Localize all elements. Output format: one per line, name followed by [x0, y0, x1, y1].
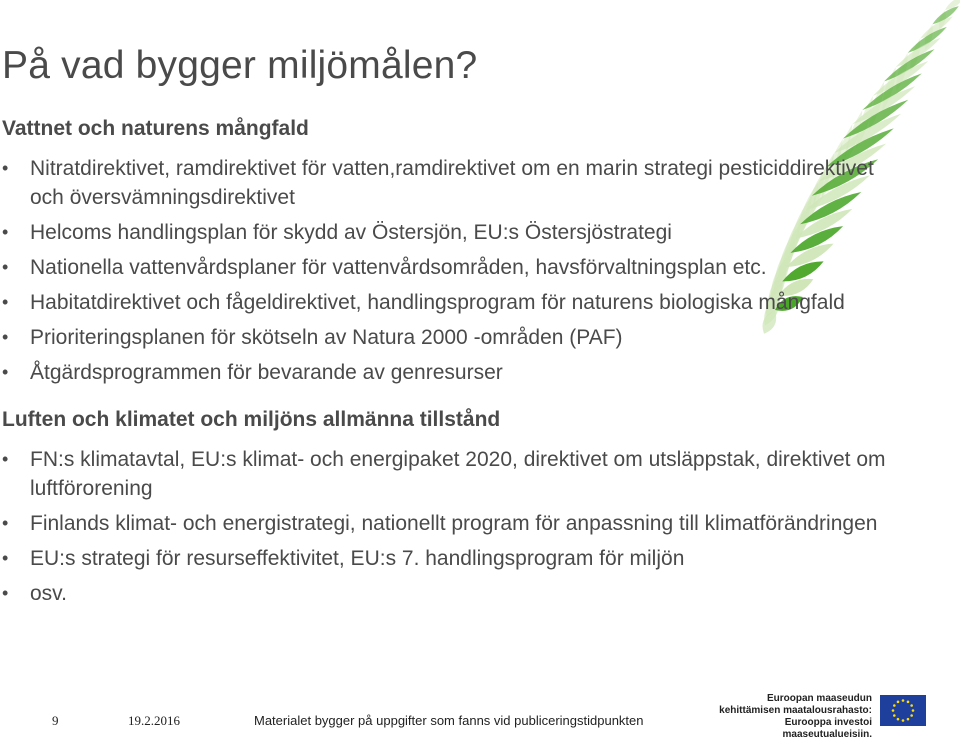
- list-item: • Åtgärdsprogrammen för bevarande av genresurser: [2, 358, 907, 387]
- bullet-icon: •: [2, 222, 9, 242]
- eu-star-icon: [912, 709, 915, 712]
- page-number: 9: [52, 713, 59, 728]
- list-item: • Helcoms handlingsplan för skydd av Östersjön, EU:s Östersjöstrategi: [2, 218, 907, 247]
- eu-star-icon: [907, 718, 910, 721]
- bullet-icon: •: [2, 327, 9, 347]
- list-item: • FN:s klimatavtal, EU:s klimat- och energipaket 2020, direktivet om utsläppstak, direktivet om luftförorening: [2, 445, 907, 503]
- fern-leaflet: [906, 24, 949, 56]
- section-heading-air: Luften och klimatet och miljöns allmänna tillstånd: [2, 408, 501, 431]
- content: [2, 116, 907, 614]
- water-list: [2, 154, 907, 387]
- list-item: • Finlands klimat- och energistrategi, nationellt program för anpassning till klimatförändringen: [2, 509, 907, 538]
- list-item: • Prioriteringsplanen för skötseln av Natura 2000 -områden (PAF): [2, 323, 907, 352]
- eu-star-icon: [897, 718, 900, 721]
- bullet-icon: •: [2, 158, 9, 178]
- eu-star-icon: [902, 699, 905, 702]
- bullet-icon: •: [2, 257, 9, 277]
- eu-star-icon: [910, 704, 913, 707]
- bullet-icon: •: [2, 513, 9, 533]
- bullet-icon: •: [2, 583, 9, 603]
- footer-note: Materialet bygger på uppgifter som fanns vid publiceringstidpunkten: [254, 713, 644, 728]
- list-item: • Nationella vattenvårdsplaner för vattenvårdsområden, havsförvaltningsplan etc.: [2, 253, 907, 282]
- air-list: [2, 445, 907, 608]
- eu-star-icon: [910, 714, 913, 717]
- bullet-icon: •: [2, 362, 9, 382]
- eu-fund-text: Euroopan maaseudun kehittämisen maatalousrahasto: Eurooppa investoi maaseutualueisiin.: [719, 693, 872, 740]
- eu-star-icon: [897, 701, 900, 704]
- bullet-icon: •: [2, 548, 9, 568]
- list-item: • Nitratdirektivet, ramdirektivet för vatten,ramdirektivet om en marin strategi pesticiddirektivet och översvämningsdirektivet: [2, 154, 907, 212]
- bullet-icon: •: [2, 292, 9, 312]
- bullet-icon: •: [2, 449, 9, 469]
- eu-star-icon: [892, 709, 895, 712]
- eu-flag-icon: [880, 695, 926, 726]
- eu-star-icon: [893, 704, 896, 707]
- eu-star-icon: [907, 701, 910, 704]
- eu-star-icon: [893, 714, 896, 717]
- eu-star-icon: [902, 719, 905, 722]
- list-item: • osv.: [2, 579, 907, 608]
- page-title: På vad bygger miljömålen?: [2, 44, 478, 87]
- list-item: • Habitatdirektivet och fågeldirektivet, handlingsprogram för naturens biologiska mångfald: [2, 288, 907, 317]
- list-item: • EU:s strategi för resurseffektivitet, EU:s 7. handlingsprogram för miljön: [2, 544, 907, 573]
- section-heading-water: Vattnet och naturens mångfald: [2, 117, 309, 140]
- footer-date: 19.2.2016: [128, 713, 180, 728]
